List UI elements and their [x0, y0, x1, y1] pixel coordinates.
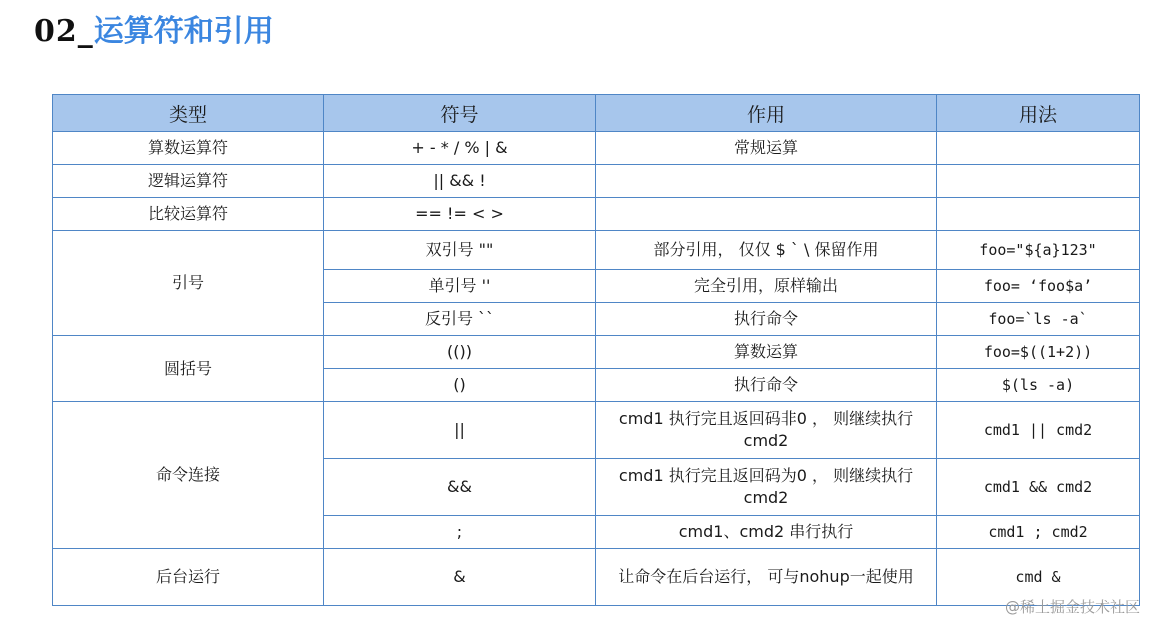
purpose-cell: cmd1、cmd2 串行执行: [596, 516, 937, 549]
table-row: [53, 198, 1140, 231]
slide-title-number: 02_: [34, 14, 94, 49]
type-cell: 后台运行: [53, 549, 324, 606]
symbol-cell: (): [324, 369, 596, 402]
symbol-cell: || && !: [324, 165, 596, 198]
type-cell: 算数运算符: [53, 132, 324, 165]
table-row: [53, 165, 1140, 198]
type-cell: 引号: [53, 231, 324, 336]
type-cell: 圆括号: [53, 336, 324, 402]
type-cell: 比较运算符: [53, 198, 324, 231]
symbol-cell: &: [324, 549, 596, 606]
table-row: [53, 132, 1140, 165]
usage-cell: [937, 165, 1140, 198]
slide-title: [34, 12, 274, 52]
purpose-cell: 部分引用， 仅仅 $ ` \ 保留作用: [596, 231, 937, 270]
usage-cell: foo= ‘foo$a’: [937, 270, 1140, 303]
symbol-cell: &&: [324, 459, 596, 516]
usage-cell: $(ls -a): [937, 369, 1140, 402]
operators-table: [52, 94, 1140, 606]
usage-cell: cmd1 && cmd2: [937, 459, 1140, 516]
usage-cell: cmd1 || cmd2: [937, 402, 1140, 459]
purpose-cell: cmd1 执行完且返回码非0 ， 则继续执行 cmd2: [596, 402, 937, 459]
usage-cell: foo=`ls -a`: [937, 303, 1140, 336]
purpose-cell: cmd1 执行完且返回码为0 ， 则继续执行 cmd2: [596, 459, 937, 516]
symbol-cell: ;: [324, 516, 596, 549]
purpose-cell: [596, 198, 937, 231]
usage-cell: cmd1 ; cmd2: [937, 516, 1140, 549]
purpose-cell: 让命令在后台运行， 可与nohup一起使用: [596, 549, 937, 606]
symbol-cell: 单引号 '': [324, 270, 596, 303]
usage-cell: foo=$((1+2)): [937, 336, 1140, 369]
purpose-cell: 执行命令: [596, 369, 937, 402]
usage-cell: [937, 132, 1140, 165]
purpose-cell: 执行命令: [596, 303, 937, 336]
purpose-cell: 常规运算: [596, 132, 937, 165]
usage-cell: [937, 198, 1140, 231]
table-row: [53, 336, 1140, 369]
symbol-cell: == != < >: [324, 198, 596, 231]
usage-cell: cmd &: [937, 549, 1140, 606]
header-symbol: 符号: [324, 95, 596, 132]
source-watermark: @稀土掘金技术社区: [1004, 598, 1140, 616]
symbol-cell: 反引号 ``: [324, 303, 596, 336]
usage-cell: foo="${a}123": [937, 231, 1140, 270]
header-type: 类型: [53, 95, 324, 132]
table-header-row: [53, 95, 1140, 132]
table-row: [53, 231, 1140, 270]
symbol-cell: 双引号 "": [324, 231, 596, 270]
symbol-cell: ||: [324, 402, 596, 459]
header-usage: 用法: [937, 95, 1140, 132]
header-purpose: 作用: [596, 95, 937, 132]
purpose-cell: 完全引用，原样输出: [596, 270, 937, 303]
slide-title-text: 运算符和引用: [93, 14, 274, 49]
table-row: [53, 402, 1140, 459]
type-cell: 逻辑运算符: [53, 165, 324, 198]
purpose-cell: 算数运算: [596, 336, 937, 369]
symbol-cell: + - * / % | &: [324, 132, 596, 165]
purpose-cell: [596, 165, 937, 198]
symbol-cell: (()): [324, 336, 596, 369]
type-cell: 命令连接: [53, 402, 324, 549]
table-row: [53, 549, 1140, 606]
